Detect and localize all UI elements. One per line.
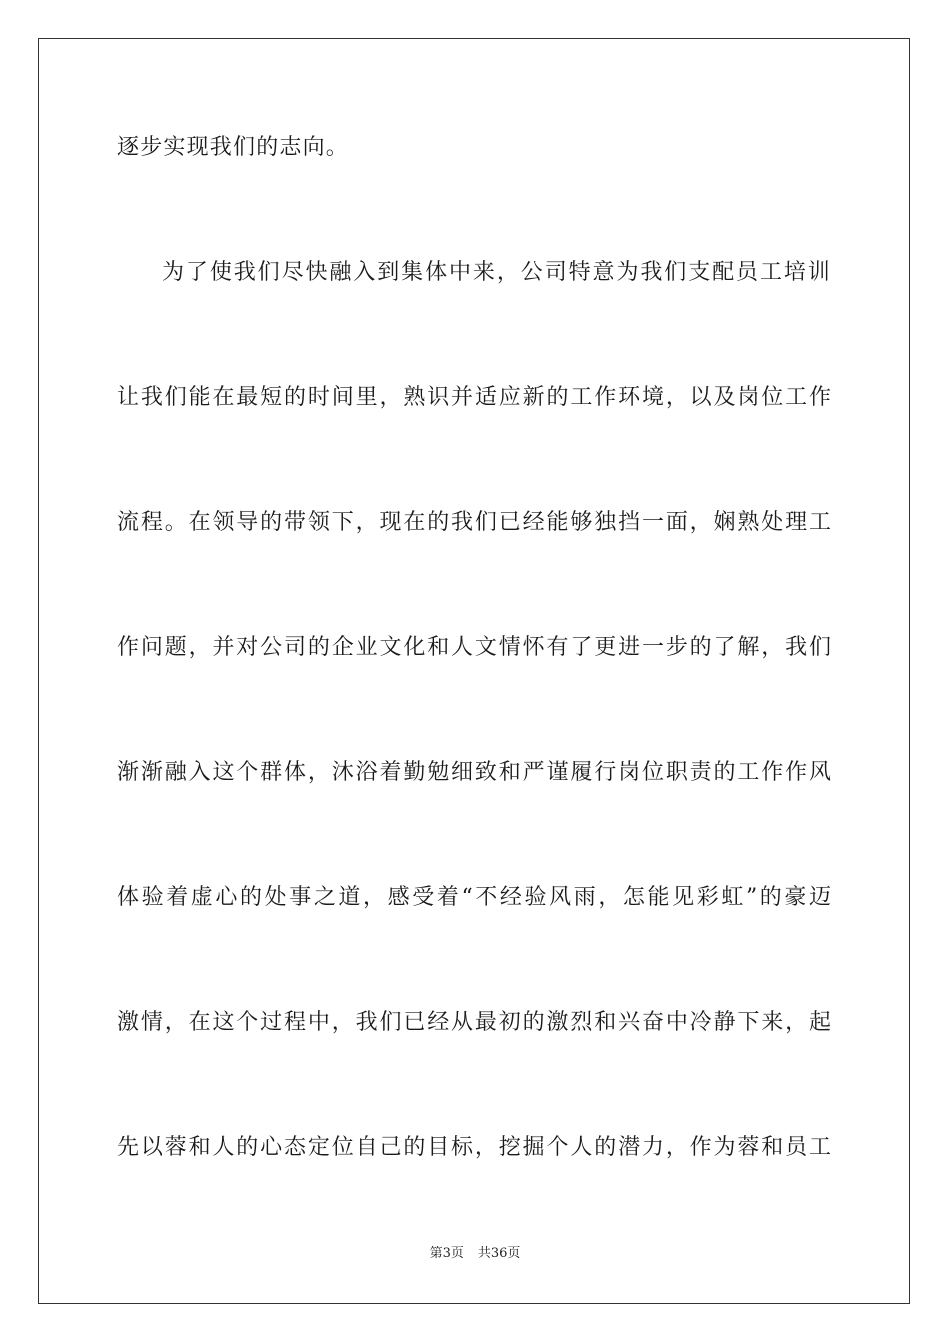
page-footer [0, 1245, 950, 1263]
page-number: 第3页 [429, 1246, 464, 1261]
total-pages: 共36页 [477, 1246, 521, 1261]
text-line-3: 让我们能在最短的时间里，熟识并适应新的工作环境，以及岗位工作 [117, 385, 831, 410]
text-line-2: 为了使我们尽快融入到集体中来，公司特意为我们支配员工培训 [162, 260, 831, 285]
page-border [38, 38, 910, 1304]
text-line-6: 渐渐融入这个群体，沐浴着勤勉细致和严谨履行岗位职责的工作作风 [117, 760, 831, 785]
text-line-7: 体验着虚心的处事之道，感受着“不经验风雨，怎能见彩虹”的豪迈 [117, 885, 831, 910]
text-line-1: 逐步实现我们的志向。 [117, 135, 350, 160]
text-line-8: 激情，在这个过程中，我们已经从最初的激烈和兴奋中冷静下来，起 [117, 1010, 831, 1035]
text-line-4: 流程。在领导的带领下，现在的我们已经能够独挡一面，娴熟处理工 [117, 510, 831, 535]
text-line-5: 作问题，并对公司的企业文化和人文情怀有了更进一步的了解，我们 [117, 635, 831, 660]
text-line-9: 先以蓉和人的心态定位自己的目标，挖掘个人的潜力，作为蓉和员工 [117, 1135, 831, 1160]
